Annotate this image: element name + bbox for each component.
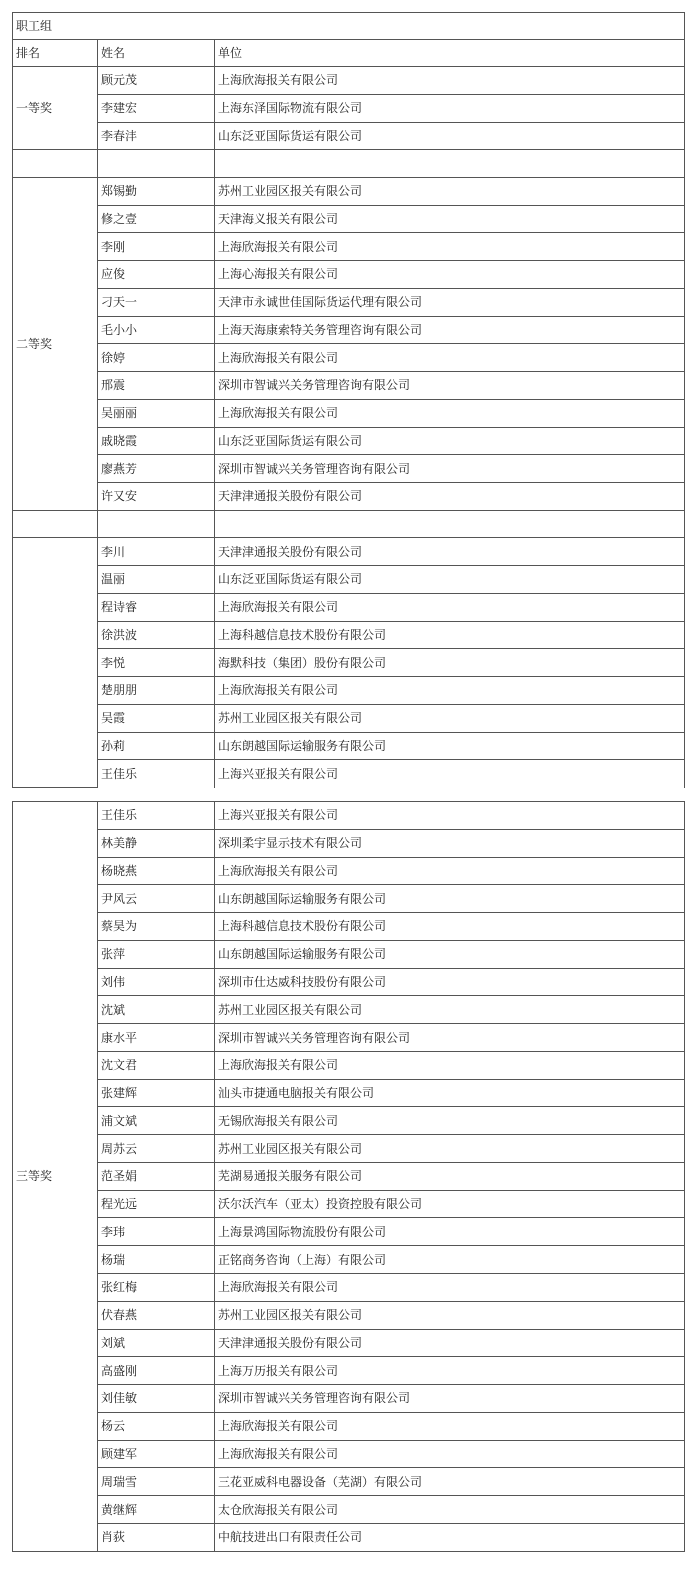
table-row <box>13 1301 685 1329</box>
empty-cell <box>13 150 98 178</box>
winner-name: 郑锡勤 <box>98 177 215 205</box>
header-rank: 排名 <box>13 40 98 67</box>
winner-name: 修之壹 <box>98 205 215 233</box>
winner-name: 李川 <box>98 538 215 566</box>
table-row <box>13 1357 685 1385</box>
table-row <box>13 829 685 857</box>
winner-unit: 沃尔沃汽车（亚太）投资控股有限公司 <box>215 1190 685 1218</box>
winner-unit: 上海天海康索特关务管理咨询有限公司 <box>215 316 685 344</box>
winner-name: 浦文斌 <box>98 1107 215 1135</box>
winner-unit: 上海兴亚报关有限公司 <box>215 760 685 788</box>
winner-name: 高盛刚 <box>98 1357 215 1385</box>
winner-unit: 苏州工业园区报关有限公司 <box>215 996 685 1024</box>
winner-unit: 深圳市智诚兴关务管理咨询有限公司 <box>215 455 685 483</box>
table-row <box>13 205 685 233</box>
empty-cell <box>215 510 685 538</box>
header-unit: 单位 <box>215 40 685 67</box>
winner-name: 刘伟 <box>98 968 215 996</box>
empty-cell <box>215 150 685 178</box>
winner-name: 李建宏 <box>98 94 215 122</box>
winner-name: 吴丽丽 <box>98 399 215 427</box>
winner-unit: 深圳市智诚兴关务管理咨询有限公司 <box>215 372 685 400</box>
winner-unit: 上海欣海报关有限公司 <box>215 1412 685 1440</box>
table-row <box>13 1024 685 1052</box>
table-row <box>13 67 685 95</box>
table-row <box>13 233 685 261</box>
winner-unit: 上海欣海报关有限公司 <box>215 1440 685 1468</box>
winner-name: 温丽 <box>98 566 215 594</box>
winner-name: 李悦 <box>98 649 215 677</box>
title-row <box>13 13 685 40</box>
winner-unit: 深圳市智诚兴关务管理咨询有限公司 <box>215 1024 685 1052</box>
table-row <box>13 1135 685 1163</box>
winner-unit: 天津海义报关有限公司 <box>215 205 685 233</box>
winner-name: 林美静 <box>98 829 215 857</box>
winner-name: 康水平 <box>98 1024 215 1052</box>
winner-name: 张萍 <box>98 940 215 968</box>
winner-unit: 深圳柔宇显示技术有限公司 <box>215 829 685 857</box>
table-row <box>13 538 685 566</box>
table-row <box>13 760 685 788</box>
winner-unit: 太仓欣海报关有限公司 <box>215 1496 685 1524</box>
winner-unit: 上海科越信息技术股份有限公司 <box>215 913 685 941</box>
header-name: 姓名 <box>98 40 215 67</box>
table-row <box>13 177 685 205</box>
table-row <box>13 913 685 941</box>
winner-name: 李刚 <box>98 233 215 261</box>
winner-unit: 正铭商务咨询（上海）有限公司 <box>215 1246 685 1274</box>
table-row <box>13 1079 685 1107</box>
prize-rank-cell: 三等奖 <box>13 802 98 1552</box>
table-row <box>13 1468 685 1496</box>
winner-unit: 上海万历报关有限公司 <box>215 1357 685 1385</box>
winner-unit: 苏州工业园区报关有限公司 <box>215 177 685 205</box>
table-row <box>13 94 685 122</box>
winner-name: 李玮 <box>98 1218 215 1246</box>
winner-name: 戚晓霞 <box>98 427 215 455</box>
winner-name: 廖燕芳 <box>98 455 215 483</box>
winner-name: 周瑞雪 <box>98 1468 215 1496</box>
winner-unit: 芜湖易通报关服务有限公司 <box>215 1162 685 1190</box>
winner-name: 刘斌 <box>98 1329 215 1357</box>
table-row <box>13 288 685 316</box>
winner-name: 许又安 <box>98 483 215 511</box>
winner-name: 沈斌 <box>98 996 215 1024</box>
separator-row <box>13 510 685 538</box>
winner-unit: 上海景鸿国际物流股份有限公司 <box>215 1218 685 1246</box>
winner-name: 范圣娟 <box>98 1162 215 1190</box>
table-row <box>13 649 685 677</box>
awards-table-part-2 <box>12 801 685 1552</box>
winner-unit: 中航技进出口有限责任公司 <box>215 1523 685 1551</box>
winner-unit: 山东朗越国际运输服务有限公司 <box>215 885 685 913</box>
table-row <box>13 1496 685 1524</box>
table-row <box>13 1051 685 1079</box>
winner-unit: 山东泛亚国际货运有限公司 <box>215 122 685 150</box>
table-row <box>13 1107 685 1135</box>
empty-cell <box>98 150 215 178</box>
table-row <box>13 1218 685 1246</box>
winner-unit: 深圳市仕达威科技股份有限公司 <box>215 968 685 996</box>
table-row <box>13 316 685 344</box>
winner-unit: 上海科越信息技术股份有限公司 <box>215 621 685 649</box>
table-row <box>13 1412 685 1440</box>
winner-unit: 上海欣海报关有限公司 <box>215 344 685 372</box>
table-title: 职工组 <box>13 13 685 40</box>
winner-unit: 天津市永诚世佳国际货运代理有限公司 <box>215 288 685 316</box>
winner-name: 毛小小 <box>98 316 215 344</box>
table-row <box>13 566 685 594</box>
table-row <box>13 593 685 621</box>
winner-unit: 上海欣海报关有限公司 <box>215 593 685 621</box>
winner-unit: 上海欣海报关有限公司 <box>215 677 685 705</box>
winner-unit: 无锡欣海报关有限公司 <box>215 1107 685 1135</box>
table-row <box>13 261 685 289</box>
table-row <box>13 677 685 705</box>
table-row <box>13 1246 685 1274</box>
table-row <box>13 968 685 996</box>
winner-name: 楚朋朋 <box>98 677 215 705</box>
winner-name: 刘佳敏 <box>98 1385 215 1413</box>
winner-name: 王佳乐 <box>98 802 215 830</box>
winner-name: 刁天一 <box>98 288 215 316</box>
table-row <box>13 1523 685 1551</box>
winner-unit: 深圳市智诚兴关务管理咨询有限公司 <box>215 1385 685 1413</box>
header-row <box>13 40 685 67</box>
table-row <box>13 372 685 400</box>
awards-table-body-1 <box>13 13 685 788</box>
table-row <box>13 732 685 760</box>
winner-name: 杨云 <box>98 1412 215 1440</box>
table-row <box>13 857 685 885</box>
winner-unit: 天津津通报关股份有限公司 <box>215 483 685 511</box>
winner-unit: 苏州工业园区报关有限公司 <box>215 704 685 732</box>
winner-name: 应俊 <box>98 261 215 289</box>
winner-unit: 上海欣海报关有限公司 <box>215 1274 685 1302</box>
empty-cell <box>13 510 98 538</box>
winner-unit: 上海兴亚报关有限公司 <box>215 802 685 830</box>
winner-unit: 海默科技（集团）股份有限公司 <box>215 649 685 677</box>
prize-rank-cell: 一等奖 <box>13 67 98 150</box>
winner-name: 蔡昊为 <box>98 913 215 941</box>
winner-name: 孙莉 <box>98 732 215 760</box>
table-row <box>13 1385 685 1413</box>
table-row <box>13 704 685 732</box>
winner-unit: 苏州工业园区报关有限公司 <box>215 1301 685 1329</box>
table-row <box>13 122 685 150</box>
winner-unit: 山东泛亚国际货运有限公司 <box>215 566 685 594</box>
winner-name: 张建辉 <box>98 1079 215 1107</box>
table-row <box>13 483 685 511</box>
winner-unit: 三花亚威科电器设备（芜湖）有限公司 <box>215 1468 685 1496</box>
winner-unit: 山东泛亚国际货运有限公司 <box>215 427 685 455</box>
table-row <box>13 802 685 830</box>
prize-rank-cell: 二等奖 <box>13 177 98 510</box>
table-row <box>13 996 685 1024</box>
awards-table-part-1 <box>12 12 685 788</box>
table-row <box>13 940 685 968</box>
winner-name: 伏春燕 <box>98 1301 215 1329</box>
winner-unit: 上海心海报关有限公司 <box>215 261 685 289</box>
winner-unit: 上海欣海报关有限公司 <box>215 67 685 95</box>
table-row <box>13 1190 685 1218</box>
winner-name: 尹风云 <box>98 885 215 913</box>
winner-unit: 天津津通报关股份有限公司 <box>215 1329 685 1357</box>
winner-unit: 上海欣海报关有限公司 <box>215 857 685 885</box>
winner-unit: 山东朗越国际运输服务有限公司 <box>215 940 685 968</box>
table-row <box>13 1162 685 1190</box>
table-row <box>13 455 685 483</box>
winner-name: 肖荻 <box>98 1523 215 1551</box>
winner-name: 王佳乐 <box>98 760 215 788</box>
winner-name: 顾建军 <box>98 1440 215 1468</box>
winner-name: 吴霞 <box>98 704 215 732</box>
separator-row <box>13 150 685 178</box>
winner-name: 杨晓燕 <box>98 857 215 885</box>
table-row <box>13 621 685 649</box>
prize-rank-cell <box>13 538 98 788</box>
winner-name: 程诗睿 <box>98 593 215 621</box>
winner-unit: 天津津通报关股份有限公司 <box>215 538 685 566</box>
winner-name: 黄继辉 <box>98 1496 215 1524</box>
winner-name: 沈文君 <box>98 1051 215 1079</box>
winner-unit: 山东朗越国际运输服务有限公司 <box>215 732 685 760</box>
winner-name: 张红梅 <box>98 1274 215 1302</box>
winner-name: 徐洪波 <box>98 621 215 649</box>
winner-unit: 上海东泽国际物流有限公司 <box>215 94 685 122</box>
table-row <box>13 1274 685 1302</box>
winner-unit: 上海欣海报关有限公司 <box>215 399 685 427</box>
winner-name: 程光远 <box>98 1190 215 1218</box>
winner-unit: 苏州工业园区报关有限公司 <box>215 1135 685 1163</box>
winner-name: 邢震 <box>98 372 215 400</box>
winner-name: 杨瑞 <box>98 1246 215 1274</box>
awards-table-body-2 <box>13 802 685 1552</box>
winner-unit: 汕头市捷通电脑报关有限公司 <box>215 1079 685 1107</box>
table-row <box>13 344 685 372</box>
winner-unit: 上海欣海报关有限公司 <box>215 233 685 261</box>
table-row <box>13 1329 685 1357</box>
table-row <box>13 427 685 455</box>
table-row <box>13 399 685 427</box>
winner-name: 李春沣 <box>98 122 215 150</box>
table-row <box>13 1440 685 1468</box>
winner-name: 周苏云 <box>98 1135 215 1163</box>
winner-unit: 上海欣海报关有限公司 <box>215 1051 685 1079</box>
winner-name: 顾元茂 <box>98 67 215 95</box>
winner-name: 徐婷 <box>98 344 215 372</box>
table-row <box>13 885 685 913</box>
empty-cell <box>98 510 215 538</box>
